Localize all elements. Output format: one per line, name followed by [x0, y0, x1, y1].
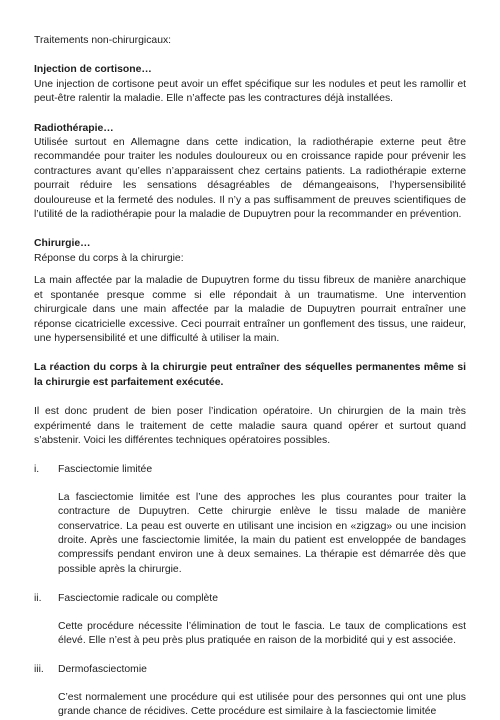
technique-item-3: [34, 663, 466, 719]
cortisone-text: Une injection de cortisone peut avoir un effet spécifique sur les nodules et peut les ramollir et peut-être ralentir la maladie. Elle n’affecte pas les contractures déjà installées.: [34, 78, 466, 105]
technique-number: i.: [34, 464, 40, 476]
radiotherapie-heading: Radiothérapie…: [34, 122, 114, 134]
technique-title: Fasciectomie radicale ou complète: [58, 593, 218, 605]
technique-text: Cette procédure nécessite l’élimination de tout le fascia. Le taux de complications est élevé. Elle n’est à peu près plus pratiquée en raison de la morbidité qui y est associée.: [58, 620, 466, 646]
chirurgie-advice: Il est donc prudent de bien poser l’indication opératoire. Un chirurgien de la main très expérimenté dans le traitement de cette maladie saura quand opérer et surtout quand s’abstenir. Voici les différentes techniques opératoires possibles.: [34, 406, 466, 446]
document-page: [34, 34, 466, 720]
technique-title: Dermofasciectomie: [58, 664, 147, 676]
intro-text: Traitements non-chirurgicaux:: [34, 35, 172, 46]
technique-number: iii.: [34, 664, 44, 676]
chirurgie-warning: La réaction du corps à la chirurgie peut entraîner des séquelles permanentes même si la chirurgie est parfaitement exécutée.: [34, 362, 466, 388]
chirurgie-text: La main affectée par la maladie de Dupuytren forme du tissu fibreux de manière anarchique et spontanée presque comme si elle répondait à un traumatisme. Une intervention chirurgicale dans une main affectée par la maladie de Dupuytren pourrait entraîner une réponse cicatricielle excessive. Ceci pourrait entraîner un gonflement des tissus, une raideur, une hypersensibilité et une difficulté à utiliser la main.: [34, 275, 466, 344]
chirurgie-heading: Chirurgie…: [34, 238, 91, 250]
technique-text: La fasciectomie limitée est l’une des approches les plus courantes pour traiter la contracture de Dupuytren. Cette chirurgie enlève le tissu malade de manière conservatrice. La peau est ouverte en utilisant une incision en «zigzag» ou une incision droite. Après une fasciectomie limitée, la main du patient est enveloppée de bandages compressifs pendant environ une à deux semaines. La thérapie est démarrée dès que possible après la chirurgie.: [58, 491, 466, 575]
cortisone-heading: Injection de cortisone…: [34, 64, 152, 76]
technique-item-2: [34, 592, 466, 648]
technique-text: C’est normalement une procédure qui est utilisée pour des personnes qui ont une plus grande chance de récidives. Cette procédure est similaire à la fasciectomie limitée: [58, 691, 466, 718]
technique-item-1: [34, 463, 466, 577]
chirurgie-subheading: Réponse du corps à la chirurgie:: [34, 252, 184, 264]
technique-number: ii.: [34, 593, 42, 605]
radiotherapie-text: Utilisée surtout en Allemagne dans cette indication, la radiothérapie externe peut être recommandée pour traiter les nodules douloureux ou en croissance rapide pour prévenir les contractures avant qu’elles n’apparaissent chez certains patients. La radiothérapie externe pourrait réduire les sensations désagréables de démangeaisons, l’hypersensibilité douloureuse et la fermeté des nodules. Il n’y a pas suffisamment de preuves scientifiques de l’utilité de la radiothérapie pour la maladie de Dupuytren pour la recommander en prévention.: [34, 137, 466, 221]
technique-title: Fasciectomie limitée: [58, 464, 153, 476]
